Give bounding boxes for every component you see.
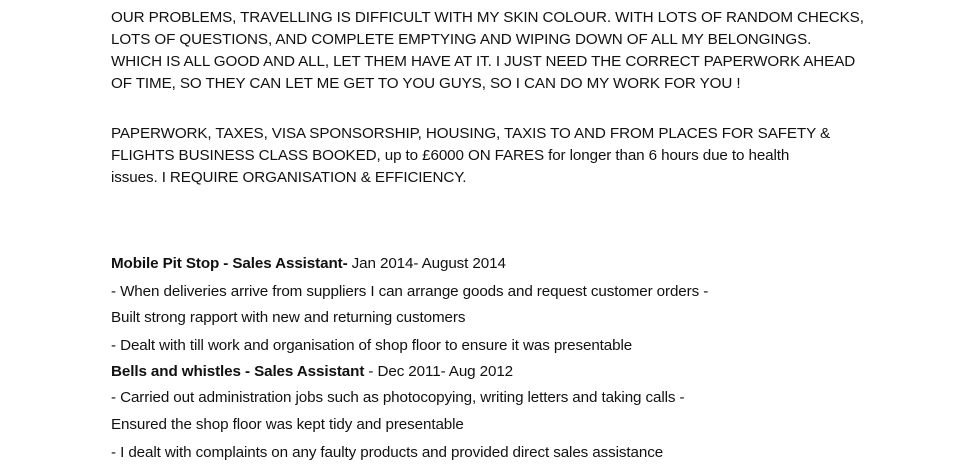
intro-line: OF TIME, SO THEY CAN LET ME GET TO YOU GUYS, SO I CAN DO MY WORK FOR YOU ! <box>111 75 741 92</box>
job-duty-line: - When deliveries arrive from suppliers I can arrange goods and request customer orders - <box>111 283 709 300</box>
job-duty-line: Ensured the shop floor was kept tidy and presentable <box>111 416 464 433</box>
requirements-line: FLIGHTS BUSINESS CLASS BOOKED, up to £6000 ON FARES for longer than 6 hours due to health <box>111 147 790 164</box>
job-duty-line: - I dealt with complaints on any faulty products and provided direct sales assistance <box>111 444 664 461</box>
requirements-line: PAPERWORK, TAXES, VISA SPONSORSHIP, HOUSING, TAXIS TO AND FROM PLACES FOR SAFETY & <box>111 125 831 142</box>
job-heading <box>111 361 513 383</box>
job-dates: - Dec 2011- Aug 2012 <box>364 363 514 380</box>
intro-line: WHICH IS ALL GOOD AND ALL, LET THEM HAVE AT IT. I JUST NEED THE CORRECT PAPERWORK AHEAD <box>111 53 856 70</box>
job-duty-line: Built strong rapport with new and returning customers <box>111 309 466 326</box>
job-dates: Jan 2014- August 2014 <box>347 255 506 272</box>
job-duty-line: - Dealt with till work and organisation of shop floor to ensure it was presentable <box>111 337 633 354</box>
job-duty-line: - Carried out administration jobs such as photocopying, writing letters and taking calls - <box>111 389 685 406</box>
requirements-line: issues. I REQUIRE ORGANISATION & EFFICIENCY. <box>111 169 467 186</box>
intro-line: LOTS OF QUESTIONS, AND COMPLETE EMPTYING AND WIPING DOWN OF ALL MY BELONGINGS. <box>111 31 812 48</box>
job-heading <box>111 253 506 275</box>
job-title: Bells and whistles - Sales Assistant <box>111 363 365 380</box>
job-title: Mobile Pit Stop - Sales Assistant- <box>111 255 348 272</box>
intro-line: OUR PROBLEMS, TRAVELLING IS DIFFICULT WITH MY SKIN COLOUR. WITH LOTS OF RANDOM CHECKS, <box>111 9 864 26</box>
